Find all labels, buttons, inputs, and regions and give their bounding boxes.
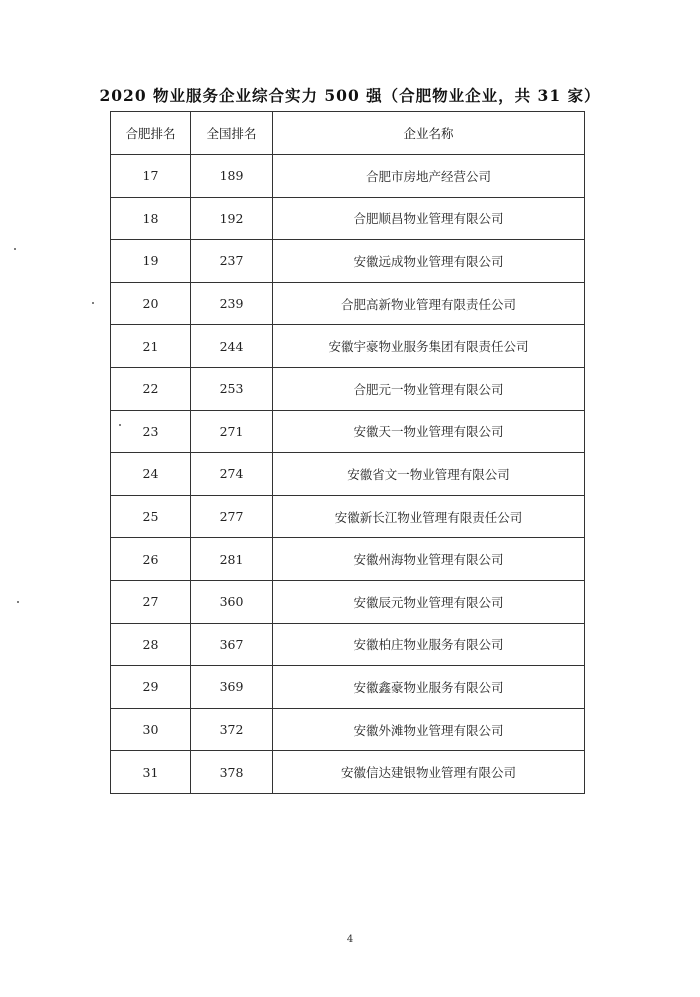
national-rank-cell: 378 (191, 751, 273, 794)
hefei-rank-cell: 19 (111, 240, 191, 283)
table-row (111, 410, 585, 453)
company-name-cell: 安徽省文一物业管理有限公司 (273, 453, 585, 496)
company-name-cell: 安徽辰元物业管理有限公司 (273, 580, 585, 623)
national-rank-cell: 369 (191, 666, 273, 709)
header-national-rank: 全国排名 (191, 112, 273, 155)
hefei-rank-cell: 24 (111, 453, 191, 496)
page-title: 2020 物业服务企业综合实力 500 强（合肥物业企业，共 31 家） (99, 86, 601, 105)
company-name-cell: 安徽外滩物业管理有限公司 (273, 708, 585, 751)
company-name-cell: 合肥高新物业管理有限责任公司 (273, 282, 585, 325)
table-row (111, 495, 585, 538)
national-rank-cell: 237 (191, 240, 273, 283)
hefei-rank-cell: 29 (111, 666, 191, 709)
national-rank-cell: 372 (191, 708, 273, 751)
hefei-rank-cell: 25 (111, 495, 191, 538)
hefei-rank-cell: 23 (111, 410, 191, 453)
company-name-cell: 合肥元一物业管理有限公司 (273, 367, 585, 410)
hefei-rank-cell: 27 (111, 580, 191, 623)
national-rank-cell: 277 (191, 495, 273, 538)
hefei-rank-cell: 31 (111, 751, 191, 794)
national-rank-cell: 192 (191, 197, 273, 240)
table-row (111, 453, 585, 496)
hefei-rank-cell: 28 (111, 623, 191, 666)
national-rank-cell: 244 (191, 325, 273, 368)
table-row (111, 282, 585, 325)
table-row (111, 197, 585, 240)
national-rank-cell: 367 (191, 623, 273, 666)
national-rank-cell: 271 (191, 410, 273, 453)
table-header-row (111, 112, 585, 155)
table-row (111, 623, 585, 666)
company-name-cell: 安徽远成物业管理有限公司 (273, 240, 585, 283)
national-rank-cell: 274 (191, 453, 273, 496)
hefei-rank-cell: 21 (111, 325, 191, 368)
scan-speck (14, 248, 16, 250)
company-name-cell: 安徽信达建银物业管理有限公司 (273, 751, 585, 794)
national-rank-cell: 189 (191, 155, 273, 198)
company-name-cell: 合肥顺昌物业管理有限公司 (273, 197, 585, 240)
hefei-rank-cell: 18 (111, 197, 191, 240)
company-name-cell: 合肥市房地产经营公司 (273, 155, 585, 198)
table-row (111, 538, 585, 581)
ranking-table (110, 111, 585, 794)
header-company-name: 企业名称 (273, 112, 585, 155)
company-name-cell: 安徽鑫豪物业服务有限公司 (273, 666, 585, 709)
header-hefei-rank: 合肥排名 (111, 112, 191, 155)
hefei-rank-cell: 30 (111, 708, 191, 751)
company-name-cell: 安徽新长江物业管理有限责任公司 (273, 495, 585, 538)
national-rank-cell: 281 (191, 538, 273, 581)
hefei-rank-cell: 20 (111, 282, 191, 325)
hefei-rank-cell: 26 (111, 538, 191, 581)
company-name-cell: 安徽州海物业管理有限公司 (273, 538, 585, 581)
company-name-cell: 安徽宇豪物业服务集团有限责任公司 (273, 325, 585, 368)
table-row (111, 325, 585, 368)
table-row (111, 240, 585, 283)
scan-speck (119, 424, 121, 426)
national-rank-cell: 253 (191, 367, 273, 410)
national-rank-cell: 239 (191, 282, 273, 325)
hefei-rank-cell: 22 (111, 367, 191, 410)
company-name-cell: 安徽柏庄物业服务有限公司 (273, 623, 585, 666)
scan-speck (17, 601, 19, 603)
table-row (111, 367, 585, 410)
table-row (111, 580, 585, 623)
hefei-rank-cell: 17 (111, 155, 191, 198)
page-number: 4 (346, 934, 354, 945)
table-row (111, 155, 585, 198)
national-rank-cell: 360 (191, 580, 273, 623)
table-row (111, 708, 585, 751)
table-row (111, 666, 585, 709)
table-row (111, 751, 585, 794)
company-name-cell: 安徽天一物业管理有限公司 (273, 410, 585, 453)
scan-speck (92, 302, 94, 304)
